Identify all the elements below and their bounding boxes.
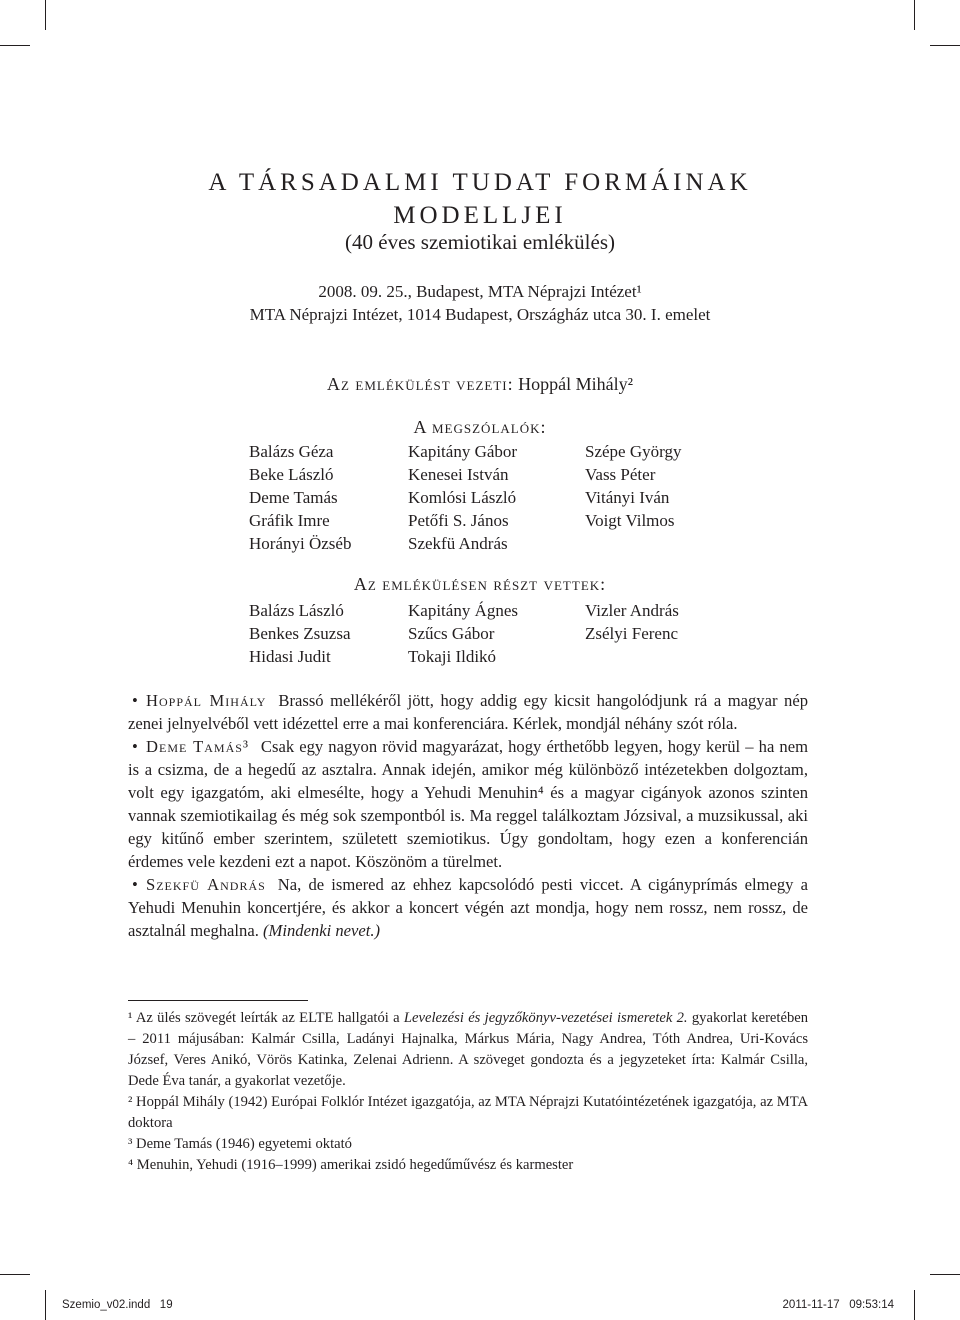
bullet-icon: • (132, 691, 138, 710)
speaker-name: Vass Péter (585, 465, 656, 484)
chair-name: Hoppál Mihály² (518, 374, 634, 394)
footnotes (128, 1008, 808, 1176)
speaker-label: Szekfü András (146, 875, 266, 894)
speaker-name: Vitányi Iván (585, 488, 670, 507)
chair-line (0, 372, 960, 396)
speakers-col-2 (408, 440, 517, 555)
bullet-icon: • (132, 875, 138, 894)
transcript-paragraph (128, 735, 808, 873)
footnote-2: ² Hoppál Mihály (1942) Európai Folklór Intézet igazgatója, az MTA Néprajzi Kutatóintézetének igazgatója, az MTA doktora (128, 1094, 808, 1131)
speaker-name: Szekfü András (408, 534, 508, 553)
speaker-name: Komlósi László (408, 488, 517, 507)
title-line-1: A TÁRSADALMI TUDAT FORMÁINAK (208, 169, 752, 196)
speaker-name: Gráfik Imre (249, 511, 330, 530)
participant-name: Kapitány Ágnes (408, 601, 519, 620)
transcript-paragraph (128, 689, 808, 735)
crop-mark (45, 1290, 46, 1320)
participants-col-2 (408, 599, 518, 668)
footnote-italic: Levelezési és jegyzőkönyv-vezetései ismeretek 2. (403, 1010, 688, 1026)
crop-mark (45, 0, 46, 30)
participant-name: Zsélyi Ferenc (585, 624, 678, 643)
speakers-heading: A megszólalók: (413, 417, 547, 437)
transcript-paragraph (128, 873, 808, 942)
speaker-name: Deme Tamás (249, 488, 338, 507)
speaker-label: Hoppál Mihály (146, 691, 267, 710)
speaker-name: Kenesei István (408, 465, 509, 484)
participants-col-1 (249, 599, 351, 668)
speaker-name: Horányi Özséb (249, 534, 352, 553)
paragraph-text: Brassó mellékéről jött, hogy addig egy kicsit hangolódjunk rá a magyar nép zenei jelnyelvéből vett idézettel erre a mai konferenciára. Kérlek, mondjál néhány szót róla. (128, 691, 808, 733)
participant-name: Hidasi Judit (249, 647, 331, 666)
crop-mark (930, 1274, 960, 1275)
bullet-icon: • (132, 737, 138, 756)
crop-mark (914, 1290, 915, 1320)
crop-mark (0, 45, 30, 46)
paragraph-text: Csak egy nagyon rövid magyarázat, hogy érthetőbb legyen, hogy kerül – ha nem is a csizma, de a hegedű az asztalra. Annak idején, amikor még különböző intézetekben dolgoztam, volt egy igazgatóm, aki elmesélte, hogy a Yehudi Menuhin⁴ és a magyar cigányok azonos szinten vannak szemiotikailag és még sok szempontból is. Ma reggel találkoztam Józsival, a muzsikussal, aki egy kitűnő ember szerintem, született szemiotikus. Úgy gondoltam, hogy ezen a konferencián érdemes vele kezdeni ezt a napot. Köszönöm a türelmet. (128, 737, 808, 871)
slug-file: Szemio_v02.indd 19 (62, 1299, 173, 1311)
footnote-rule (128, 1000, 308, 1001)
participant-name: Vizler András (585, 601, 679, 620)
date-line: 2008. 09. 25., Budapest, MTA Néprajzi Intézet¹ (318, 282, 642, 301)
footnote-3: ³ Deme Tamás (1946) egyetemi oktató (128, 1136, 352, 1152)
address-line: MTA Néprajzi Intézet, 1014 Budapest, Országház utca 30. I. emelet (249, 305, 711, 324)
footnote-4: ⁴ Menuhin, Yehudi (1916–1999) amerikai zsidó hegedűművész és karmester (128, 1157, 574, 1173)
slug-timestamp: 2011-11-17 09:53:14 (782, 1299, 894, 1311)
speaker-name: Kapitány Gábor (408, 442, 518, 461)
transcript (128, 689, 808, 942)
crop-mark (930, 45, 960, 46)
paragraph-text: Na, de ismered az ehhez kapcsolódó pesti viccet. A cigányprímás elmegy a Yehudi Menuhin koncertjére, és akkor a koncert végén azt mondja, hogy nem rossz, nem rossz, de asztalnál meghalna. (128, 875, 808, 940)
stage-direction: (Mindenki nevet.) (263, 921, 381, 940)
speaker-name: Szépe György (585, 442, 682, 461)
crop-mark (0, 1274, 30, 1275)
footnote-text: gyakorlat keretében – 2011 májusában: Kalmár Csilla, Ladányi Hajnalka, Márkus Mária, Nagy Andrea, Tóth Andrea, Uri-Kovács József, Veres Anikó, Vörös Katinka, Zelenai Adrienn. A szöveget gondozta és a jegyzeteket írta: Kalmár Csilla, Dede Éva tanár, a gyakorlat vezetője. (128, 1010, 809, 1089)
participant-name: Szűcs Gábor (408, 624, 495, 643)
footnote-text: ¹ Az ülés szövegét leírták az ELTE hallgatói a (128, 1010, 404, 1026)
chair-label: Az emlékülést vezeti: (326, 374, 514, 394)
subtitle: (40 éves szemiotikai emlékülés) (345, 230, 615, 254)
speaker-name: Beke László (249, 465, 334, 484)
participant-name: Benkes Zsuzsa (249, 624, 351, 643)
speaker-label: Deme Tamás³ (146, 737, 249, 756)
footnote-1 (128, 1008, 808, 1092)
participants-heading: Az emlékülésen részt vettek: (353, 574, 607, 594)
speakers-col-3 (585, 440, 681, 532)
speaker-name: Balázs Géza (249, 442, 334, 461)
title-line-2: MODELLJEI (393, 202, 567, 229)
crop-mark (914, 0, 915, 30)
participant-name: Tokaji Ildikó (408, 647, 497, 666)
participants-col-3 (585, 599, 679, 645)
speaker-name: Voigt Vilmos (585, 511, 675, 530)
speaker-name: Petőfi S. János (408, 511, 509, 530)
participant-name: Balázs László (249, 601, 344, 620)
speakers-col-1 (249, 440, 351, 555)
